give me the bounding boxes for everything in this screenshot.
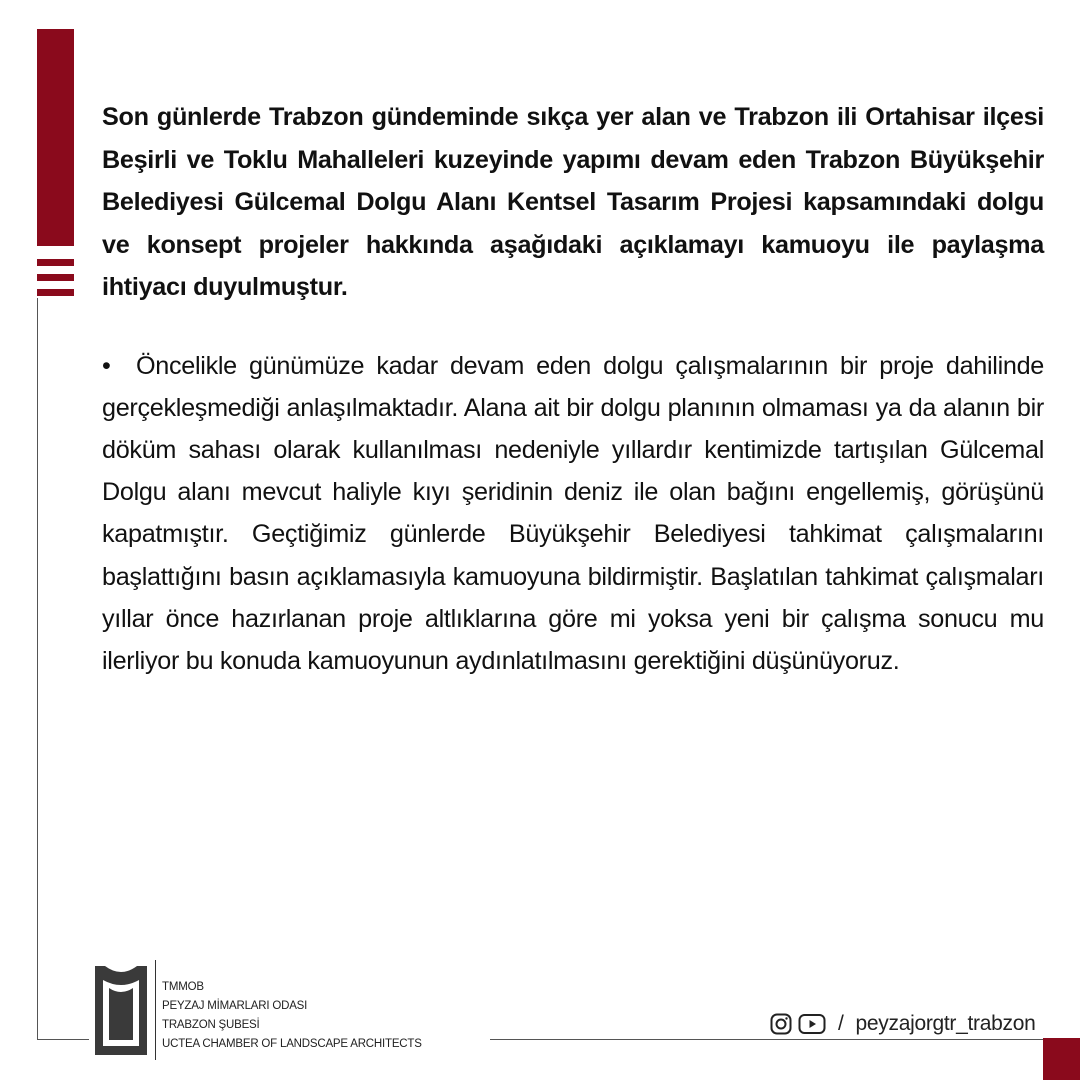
youtube-icon[interactable] <box>798 1013 826 1035</box>
org-line-tmmob: TMMOB <box>162 981 204 993</box>
accent-bar <box>37 29 74 246</box>
footer-divider <box>155 960 156 1060</box>
social-handle[interactable]: peyzajorgtr_trabzon <box>855 1012 1036 1035</box>
accent-stripe-2 <box>37 274 74 281</box>
statement-content <box>102 96 1044 682</box>
frame-bottom-line-left <box>37 1039 89 1040</box>
instagram-icon[interactable] <box>770 1013 792 1035</box>
intro-paragraph: Son günlerde Trabzon gündeminde sıkça yer alan ve Trabzon ili Ortahisar ilçesi Beşirli ve Toklu Mahalleleri kuzeyinde yapımı devam eden Trabzon Büyükşehir Belediyesi Gülcemal Dolgu Alanı Kentsel Tasarım Projesi kapsamındaki dolgu ve konsept projeler hakkında aşağıdaki açıklamayı kamuoyu ile paylaşma ihtiyacı duyulmuştur. <box>102 103 1044 301</box>
corner-accent-block <box>1043 1038 1080 1080</box>
org-line-english: UCTEA CHAMBER OF LANDSCAPE ARCHITECTS <box>162 1038 422 1050</box>
frame-bottom-line-right <box>490 1039 1050 1040</box>
org-line-chamber: PEYZAJ MİMARLARI ODASI <box>162 1000 308 1012</box>
chamber-logo <box>95 966 147 1055</box>
bullet-paragraph <box>102 345 1044 683</box>
social-separator: / <box>838 1012 844 1035</box>
org-line-branch: TRABZON ŞUBESİ <box>162 1019 260 1031</box>
organization-name <box>162 978 422 1054</box>
bullet-glyph: • <box>102 351 111 380</box>
frame-left-line <box>37 298 38 1040</box>
accent-stripe-1 <box>37 259 74 266</box>
bullet-text: Öncelikle günümüze kadar devam eden dolgu çalışmalarının bir proje dahilinde gerçekleşmediği anlaşılmaktadır. Alana ait bir dolgu planının olmaması ya da alanın bir döküm sahası olarak kullanılması nedeniyle yıllardır kentimizde tartışılan Gülcemal Dolgu alanı mevcut haliyle kıyı şeridinin deniz ile olan bağını engellemiş, görüşünü kapatmıştır. Geçtiğimiz günlerde Büyükşehir Belediyesi tahkimat çalışmalarını başlattığını basın açıklamasıyla kamuoyuna bildirmiştir. Başlatılan tahkimat çalışmaları yıllar önce hazırlanan proje altlıklarına göre mi yoksa yeni bir çalışma sonucu mu ilerliyor bu konuda kamuoyunun aydınlatılmasını gerektiğini düşünüyoruz. <box>102 351 1044 675</box>
accent-stripe-3 <box>37 289 74 296</box>
social-links <box>770 1010 1035 1038</box>
